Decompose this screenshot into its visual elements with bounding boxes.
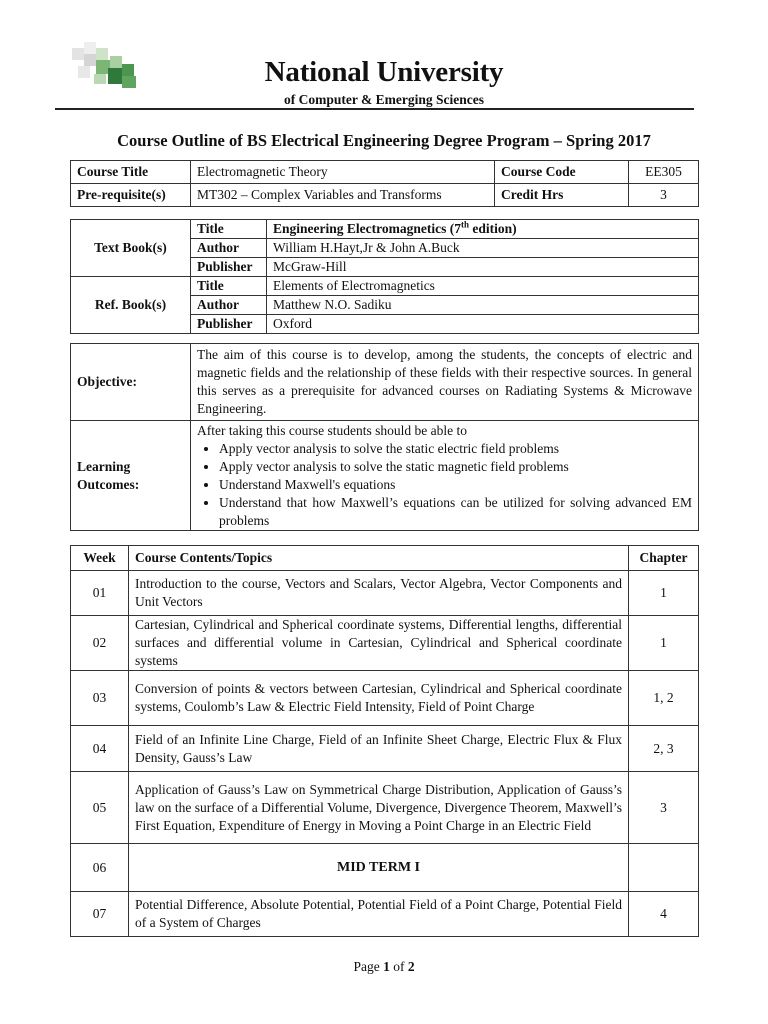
week-header: Week (71, 546, 129, 571)
week-cell: 02 (71, 616, 129, 671)
ref-book-author: Matthew N.O. Sadiku (267, 296, 699, 315)
week-cell: 04 (71, 726, 129, 772)
week-cell: 06 (71, 844, 129, 892)
text-book-author: William H.Hayt,Jr & John A.Buck (267, 239, 699, 258)
chapter-cell: 2, 3 (629, 726, 699, 772)
chapter-cell: 4 (629, 892, 699, 937)
chapter-cell (629, 844, 699, 892)
list-item: • Apply vector analysis to solve the static electric field problems (219, 440, 692, 458)
text-title-label: Title (191, 220, 267, 239)
table-row (71, 772, 699, 844)
ref-book-title: Elements of Electromagnetics (267, 277, 699, 296)
ref-book-publisher: Oxford (267, 315, 699, 334)
table-row (71, 671, 699, 726)
mid-term-cell: MID TERM I (129, 844, 629, 892)
week-cell: 03 (71, 671, 129, 726)
learning-outcomes-label: Learning Outcomes: (71, 421, 191, 531)
prereq-label: Pre-requisite(s) (71, 184, 191, 207)
topics-cell: Conversion of points & vectors between Cartesian, Cylindrical and Spherical coordinate systems, Coulomb’s Law & Electric Field Intensity, Field of Point Charge (129, 671, 629, 726)
page-total: 2 (407, 959, 415, 974)
chapter-cell: 1, 2 (629, 671, 699, 726)
table-row (71, 571, 699, 616)
prereq-value: MT302 – Complex Variables and Transforms (191, 184, 495, 207)
table-row (71, 892, 699, 937)
page-number: 1 (383, 959, 390, 974)
table-row (71, 616, 699, 671)
ref-author-label: Author (191, 296, 267, 315)
credit-hrs-label: Credit Hrs (495, 184, 629, 207)
university-subtitle: of Computer & Emerging Sciences (284, 92, 484, 107)
credit-hrs-value: 3 (629, 184, 699, 207)
objective-label: Objective: (71, 344, 191, 421)
text-book-title: Engineering Electromagnetics (7th edition) (267, 220, 699, 239)
course-title-value: Electromagnetic Theory (191, 161, 495, 184)
topics-cell: Introduction to the course, Vectors and Scalars, Vector Algebra, Vector Components and Unit Vectors (129, 571, 629, 616)
outcomes-intro: After taking this course students should be able to (197, 422, 467, 438)
course-outline-title: Course Outline of BS Electrical Engineering Degree Program – Spring 2017 (117, 131, 651, 150)
course-code-value: EE305 (629, 161, 699, 184)
text-author-label: Author (191, 239, 267, 258)
week-cell: 07 (71, 892, 129, 937)
course-title-label: Course Title (71, 161, 191, 184)
week-cell: 01 (71, 571, 129, 616)
topics-cell: Application of Gauss’s Law on Symmetrical Charge Distribution, Application of Gauss’s law on the surface of a Differential Volume, Divergence, Divergence Theorem, Maxwell’s First Equation, Expenditure of Energy in Moving a Point Charge in an Electric Field (129, 772, 629, 844)
books-table (70, 219, 699, 334)
text-book-publisher: McGraw-Hill (267, 258, 699, 277)
topics-cell: Field of an Infinite Line Charge, Field of an Infinite Sheet Charge, Electric Flux & Flux Density, Gauss’s Law (129, 726, 629, 772)
of-word: of (393, 959, 405, 974)
table-row (71, 726, 699, 772)
page-word: Page (353, 959, 380, 974)
header-divider (55, 108, 694, 110)
list-item: • Apply vector analysis to solve the static magnetic field problems (219, 458, 692, 476)
university-name: National University (264, 56, 504, 88)
objectives-table (70, 343, 699, 531)
chapter-cell: 1 (629, 616, 699, 671)
topics-cell: Cartesian, Cylindrical and Spherical coordinate systems, Differential lengths, differential surfaces and differential volume in Cartesian, Cylindrical and Spherical coordinate systems (129, 616, 629, 671)
topics-cell: Potential Difference, Absolute Potential, Potential Field of a Point Charge, Potential Field of a System of Charges (129, 892, 629, 937)
page-footer (0, 959, 768, 975)
chapter-cell: 3 (629, 772, 699, 844)
ref-book-label: Ref. Book(s) (71, 277, 191, 334)
list-item: • Understand Maxwell's equations (219, 476, 692, 494)
objective-text: The aim of this course is to develop, among the students, the concepts of electric and magnetic fields and the relationship of these fields with their respective sources. In general this serves as a prerequisite for advanced courses on Radiating Systems & Microwave Engineering. (191, 344, 699, 421)
course-code-label: Course Code (495, 161, 629, 184)
learning-outcomes-content (191, 421, 699, 531)
course-info-table (70, 160, 699, 207)
outcomes-list (197, 440, 692, 530)
schedule-table (70, 545, 699, 937)
text-publisher-label: Publisher (191, 258, 267, 277)
chapter-header: Chapter (629, 546, 699, 571)
week-cell: 05 (71, 772, 129, 844)
list-item: • Understand that how Maxwell’s equations can be utilized for solving advanced EM problems (219, 494, 692, 530)
ref-publisher-label: Publisher (191, 315, 267, 334)
table-row (71, 844, 699, 892)
ref-title-label: Title (191, 277, 267, 296)
text-book-label: Text Book(s) (71, 220, 191, 277)
topics-header: Course Contents/Topics (129, 546, 629, 571)
chapter-cell: 1 (629, 571, 699, 616)
